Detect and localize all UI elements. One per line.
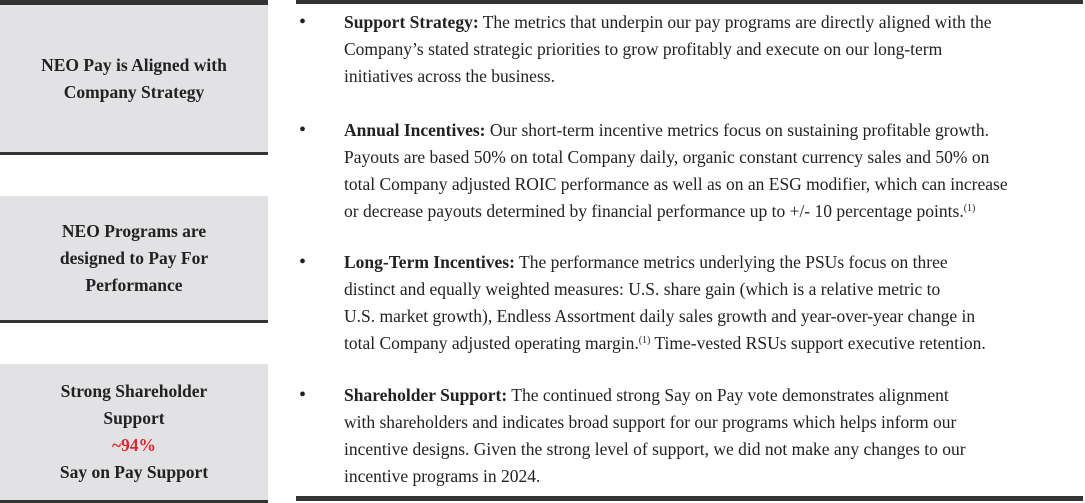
footnote-marker: (1) — [638, 335, 651, 346]
panel-pfp-line-3: Performance — [85, 274, 183, 295]
bullet-text: Support Strategy: The metrics that underpin our pay programs are directly aligned with the Company’s stated strategic priorities to grow profitably and execute on our long-term initiatives across the business. — [344, 12, 992, 86]
bullet-text: Shareholder Support: The continued strong Say on Pay vote demonstrates alignment with shareholders and indicates broad support for our programs which helps inform our incentive designs. Given the strong level of support, we did not make any changes to our incentive programs in 2024. — [344, 385, 966, 486]
bullet-lead: Annual Incentives: — [344, 120, 486, 140]
panel-support-line-1: Strong Shareholder — [60, 381, 208, 401]
top-rule-right — [296, 0, 1083, 4]
panel-strategy-line-1: NEO Pay is Aligned with — [41, 54, 227, 75]
footnote-marker: (1) — [963, 203, 976, 214]
bullet-lead: Shareholder Support: — [344, 385, 508, 405]
bullet-text: Long-Term Incentives: The performance metrics underlying the PSUs focus on three distinct and equally weighted measures: U.S. share gain (which is a relative metric to U.S. market growth), Endless Assortment daily sales growth and year-over-year change in total Company adjusted operating margin.$^{(1)}$ Time-vested RSUs support executive retention. — [344, 252, 986, 353]
panel-support-line-4: Say on Pay Support — [59, 462, 209, 482]
bullet-lead: Long-Term Incentives: — [344, 252, 515, 272]
bullet-lead: Support Strategy: — [344, 12, 479, 32]
panel-shareholder-support — [0, 364, 268, 503]
bullet-icon: • — [299, 119, 307, 141]
bullet-icon: • — [299, 251, 307, 273]
bullet-icon: • — [299, 384, 307, 406]
bottom-rule-right — [296, 496, 1083, 501]
panel-pay-for-performance — [0, 196, 268, 323]
bullet-icon: • — [299, 11, 307, 33]
say-on-pay-percentage: ~94% — [111, 435, 157, 455]
panel-pfp-line-1: NEO Programs are — [61, 220, 207, 241]
panel-strategy — [0, 5, 268, 155]
panel-support-line-2: Support — [103, 408, 165, 428]
panel-strategy-line-2: Company Strategy — [63, 81, 205, 102]
bullet-text: Annual Incentives: Our short-term incentive metrics focus on sustaining profitable growth. Payouts are based 50% on total Company daily, organic constant currency sales and 50% on total Company adjusted ROIC performance as well as on an ESG modifier, which can increase or decrease payouts determined by financial performance up to +/- 10 percentage points.$^{(1)}$ — [344, 120, 1008, 221]
panel-pfp-line-2: designed to Pay For — [59, 247, 209, 268]
